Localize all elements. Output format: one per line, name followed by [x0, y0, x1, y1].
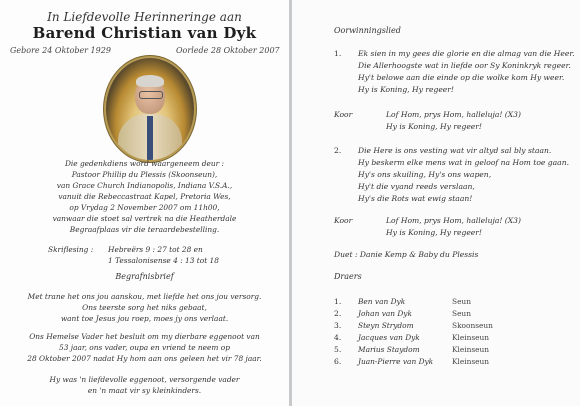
bearer-relation: Kleinseun [452, 333, 490, 342]
bearer-number: 2. [334, 309, 342, 318]
letter-line: Met trane het ons jou aanskou, met liefde het ons jou versorg. [27, 292, 262, 301]
bearer-name: Steyn Strydom [358, 321, 414, 330]
verse-line: Die Here is ons vesting wat vir altyd sal bly staan. [358, 146, 552, 155]
letter-line: Ons teerste sorg het niks gebaat, [82, 303, 207, 312]
chorus-line: Hy is Koning, Hy regeer! [386, 228, 482, 237]
verse-line: Hy't belowe aan die einde op die wolke kom Hy weer. [358, 73, 565, 82]
scripture-reading-1: Hebreërs 9 : 27 tot 28 en [108, 245, 203, 254]
bearer-number: 1. [334, 297, 342, 306]
bearer-name: Jacques van Dyk [358, 333, 420, 342]
chorus-label: Koor [334, 216, 353, 225]
bearer-number: 4. [334, 333, 342, 342]
chorus-line: Lof Hom, prys Hom, halleluja! (X3) [386, 110, 521, 119]
birth-date: Gebore 24 Oktober 1929 [10, 46, 111, 55]
portrait-photo [106, 58, 194, 160]
memorial-heading: In Liefdevolle Herinneringe aan [47, 10, 242, 24]
bearer-number: 5. [334, 345, 342, 354]
bearer-number: 6. [334, 357, 342, 366]
bearer-number: 3. [334, 321, 342, 330]
bearer-name: Juan-Pierre van Dyk [358, 357, 434, 366]
scripture-label: Skriflesing : [48, 245, 94, 254]
service-line: Begraafplaas vir die teraardebestelling. [69, 225, 220, 234]
bearer-relation: Seun [452, 309, 471, 318]
right-page [292, 0, 580, 406]
verse-line: Hy't die vyand reeds verslaan, [358, 182, 475, 191]
verse-number: 2. [334, 146, 342, 155]
chorus-line: Lof Hom, prys Hom, halleluja! (X3) [386, 216, 521, 225]
chorus-label: Koor [334, 110, 353, 119]
verse-line: Hy beskerm elke mens wat in geloof na Hom toe gaan. [358, 158, 570, 167]
verse-line: Hy is Koning, Hy regeer! [358, 85, 454, 94]
bearer-relation: Kleinseun [452, 345, 490, 354]
service-line: Pastoor Phillip du Plessis (Skoonseun), [71, 170, 218, 179]
service-line: vanwaar die stoet sal vertrek na die Heatherdale [52, 214, 237, 223]
letter-title: Begrafnisbrief [115, 272, 174, 281]
verse-line: Ek sien in my gees die glorie en die almag van die Heer. [358, 49, 575, 58]
letter-line: Hy was 'n liefdevolle eggenoot, versorgende vader [49, 375, 240, 384]
letter-line: Ons Hemelse Vader het besluit om my dierbare eggenoot van [29, 332, 260, 341]
letter-line: want toe Jesus jou roep, moes jy ons verlaat. [60, 314, 229, 323]
verse-number: 1. [334, 49, 342, 58]
left-page [0, 0, 289, 406]
bearer-name: Ben van Dyk [358, 297, 406, 306]
verse-line: Hy's ons skuiling, Hy's ons wapen, [358, 170, 492, 179]
death-date: Oorlede 28 Oktober 2007 [176, 46, 280, 55]
bearers-title: Draers [334, 272, 362, 281]
verse-line: Hy's die Rots wat ewig staan! [358, 194, 473, 203]
letter-line: 53 jaar, ons vader, oupa en vriend te neem op [59, 343, 230, 352]
bearer-relation: Seun [452, 297, 471, 306]
letter-line: en 'n maat vir sy kleinkinders. [87, 386, 202, 395]
deceased-name: Barend Christian van Dyk [32, 24, 257, 42]
service-line: vanuit die Rebeccastraat Kapel, Pretoria Wes, [58, 192, 231, 201]
service-line: Die gedenkdiens word waargeneem deur : [64, 159, 225, 168]
letter-line: 28 Oktober 2007 nadat Hy hom aan ons geleen het vir 78 jaar. [27, 354, 262, 363]
chorus-line: Hy is Koning, Hy regeer! [386, 122, 482, 131]
bearer-name: Johan van Dyk [358, 309, 412, 318]
scripture-reading-2: 1 Tessalonisense 4 : 13 tot 18 [108, 256, 219, 265]
bearer-relation: Kleinseun [452, 357, 490, 366]
verse-line: Die Allerhoogste wat in liefde oor Sy Koninkryk regeer. [358, 61, 571, 70]
bearer-relation: Skoonseun [452, 321, 493, 330]
service-line: van Grace Church Indianopolis, Indiana V.S.A., [56, 181, 233, 190]
service-line: op Vrydag 2 November 2007 om 11h00, [69, 203, 220, 212]
song-title: Oorwinningslied [334, 26, 401, 35]
bearer-name: Marius Staydom [358, 345, 420, 354]
duet-credit: Duet : Danie Kemp & Baby du Plessis [334, 250, 479, 259]
